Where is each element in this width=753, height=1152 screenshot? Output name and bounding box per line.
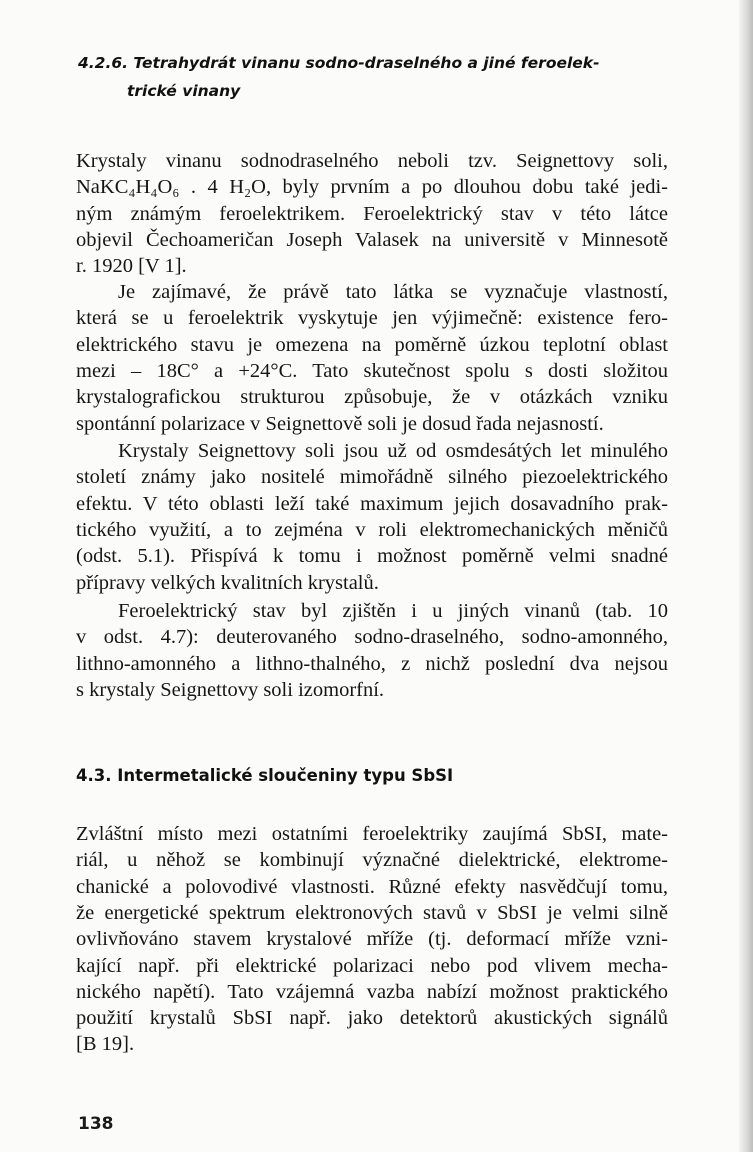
- text-line: chanické a polovodivé vlastnosti. Různé efekty nasvědčují tomu,: [76, 875, 668, 898]
- text-line: ným známým feroelektrikem. Feroelektrický stav v této látce: [76, 202, 668, 225]
- text-line: mezi – 18C° a +24°C. Tato skutečnost spolu s dosti složitou: [76, 359, 668, 382]
- text-line: Feroelektrický stav byl zjištěn i u jiných vinanů (tab. 10: [118, 600, 668, 622]
- text-line: spontánní polarizace v Seignettově soli je dosud řada nejasností.: [76, 412, 604, 435]
- text-line: s krystaly Seignettovy soli izomorfní.: [76, 678, 385, 701]
- text-line: [B 19].: [76, 1033, 135, 1056]
- text-line: Krystaly Seignettovy soli jsou už od osmdesátých let minulého: [118, 440, 668, 462]
- text-line: ovlivňováno stavem krystalové mříže (tj. deformací mříže vzni-: [76, 928, 668, 951]
- text-line: Je zajímavé, že právě tato látka se vyznačuje vlastností,: [118, 281, 668, 303]
- page-edge: [739, 0, 753, 1152]
- text-line: nického napětí). Tato vzájemná vazba nabízí možnost praktického: [76, 980, 668, 1003]
- text-line: r. 1920 [V 1].: [76, 255, 187, 278]
- text-line: riál, u něhož se kombinují význačné dielektrické, elektrome-: [76, 849, 668, 872]
- text-line: Zvláštní místo mezi ostatními feroelektriky zaujímá SbSI, mate-: [76, 823, 668, 845]
- text-line: přípravy velkých kvalitních krystalů.: [76, 571, 379, 594]
- section-heading-4-2-6-cont: trické vinany: [127, 82, 241, 100]
- text-line: v odst. 4.7): deuterovaného sodno-draselného, sodno-amonného,: [76, 626, 668, 649]
- text-line: efektu. V této oblasti leží také maximum jejich dosavadního prak-: [76, 492, 668, 515]
- text-line: objevil Čechoameričan Joseph Valasek na universitě v Minnesotě: [76, 228, 668, 251]
- text-line: že energetické spektrum elektronových stavů v SbSI je velmi silně: [76, 901, 668, 924]
- text-line: NaKC₄H₄O₆ . 4 H₂O, byly prvním a po dlouhou dobu také jedi-: [76, 176, 668, 199]
- text-line: lithno-amonného a lithno-thalného, z nichž poslední dva nejsou: [76, 652, 668, 675]
- text-line: (odst. 5.1). Přispívá k tomu i možnost poměrně velmi snadné: [76, 545, 668, 568]
- text-line: která se u feroelektrik vyskytuje jen výjimečně: existence fero-: [76, 307, 668, 330]
- text-line: použití krystalů SbSI např. jako detektorů akustických signálů: [76, 1007, 668, 1030]
- text-line: krystalografickou strukturou způsobuje, že v otázkách vzniku: [76, 386, 668, 409]
- section-heading-4-3: 4.3. Intermetalické sloučeniny typu SbSI: [76, 766, 454, 785]
- text-line: tického využití, a to zejména v roli elektromechanických měničů: [76, 518, 668, 541]
- text-line: elektrického stavu je omezena na poměrně úzkou teplotní oblast: [76, 333, 668, 356]
- text-line: Krystaly vinanu sodnodraselného neboli tzv. Seignettovy soli,: [76, 150, 668, 172]
- text-line: kající např. při elektrické polarizaci nebo pod vlivem mecha-: [76, 954, 668, 977]
- section-heading-4-2-6: 4.2.6. Tetrahydrát vinanu sodno-draselného a jiné feroelek-: [78, 54, 600, 72]
- text-line: století známy jako nositelé mimořádně silného piezoelektrického: [76, 466, 668, 489]
- page-number: 138: [78, 1114, 114, 1134]
